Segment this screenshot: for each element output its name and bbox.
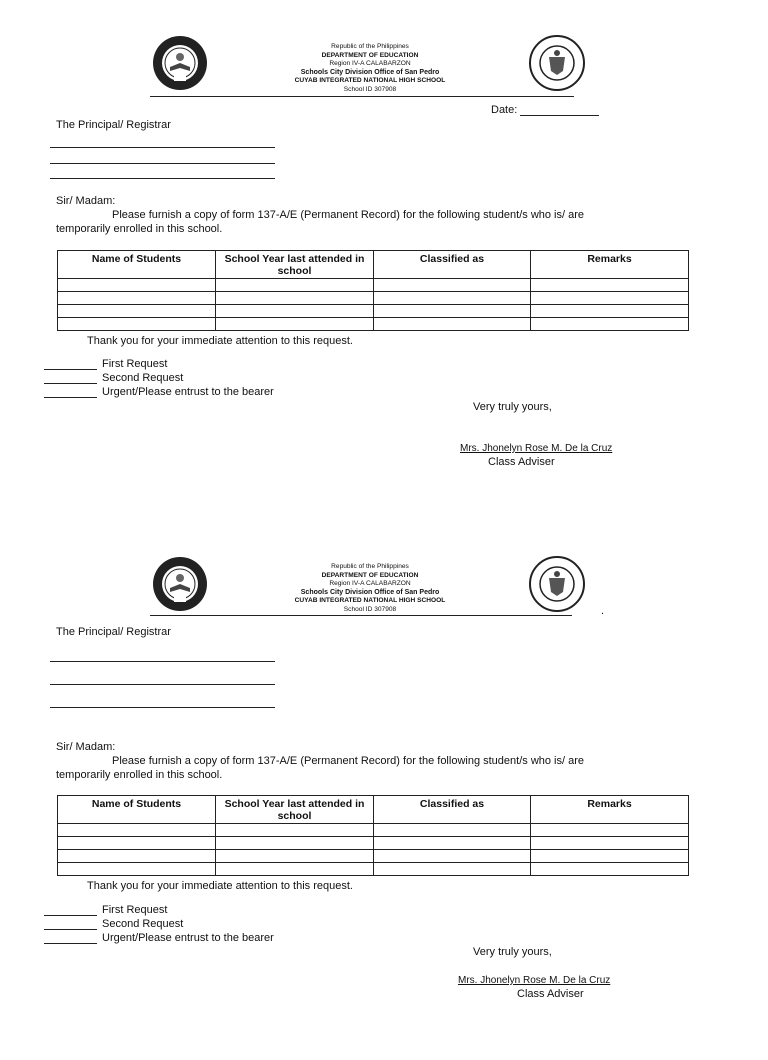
table-cell[interactable] <box>531 279 689 292</box>
letterhead <box>250 563 490 615</box>
table-cell[interactable] <box>58 850 216 863</box>
col-school-year: School Year last attended in school <box>216 251 374 279</box>
table-cell[interactable] <box>374 305 531 318</box>
table-cell[interactable] <box>58 318 216 331</box>
table-cell[interactable] <box>216 318 374 331</box>
table-cell[interactable] <box>531 292 689 305</box>
header-region: Region IV-A CALABARZON <box>329 580 411 588</box>
table-cell[interactable] <box>531 850 689 863</box>
table-cell[interactable] <box>374 318 531 331</box>
header-department: DEPARTMENT OF EDUCATION <box>321 571 419 579</box>
table-cell[interactable] <box>216 305 374 318</box>
request-form-1 <box>0 0 768 512</box>
addressee: The Principal/ Registrar <box>56 119 171 131</box>
request-first <box>44 358 167 370</box>
urgent-request-checkline[interactable] <box>44 933 97 944</box>
col-classified-as: Classified as <box>374 796 531 824</box>
header-rule <box>150 96 574 97</box>
header-rule <box>150 615 572 616</box>
header-department: DEPARTMENT OF EDUCATION <box>321 51 419 59</box>
body-line-2: temporarily enrolled in this school. <box>56 223 223 235</box>
address-line-1[interactable] <box>50 661 275 662</box>
address-line-2[interactable] <box>50 163 275 164</box>
first-request-checkline[interactable] <box>44 905 97 916</box>
table-row <box>58 837 689 850</box>
header-school-id: School ID 307908 <box>343 605 397 613</box>
thanks-line: Thank you for your immediate attention to this request. <box>87 880 353 892</box>
first-request-label: First Request <box>102 904 168 916</box>
col-classified-as: Classified as <box>374 251 531 279</box>
header-school: CUYAB INTEGRATED NATIONAL HIGH SCHOOL <box>294 77 446 85</box>
body-line-2: temporarily enrolled in this school. <box>56 769 223 781</box>
col-name-of-students: Name of Students <box>58 251 216 279</box>
table-cell[interactable] <box>216 863 374 876</box>
col-school-year: School Year last attended in school <box>216 796 374 824</box>
signatory-title: Class Adviser <box>517 988 584 1000</box>
body-line-1: Please furnish a copy of form 137-A/E (Permanent Record) for the following student/s who is/ are <box>112 209 585 221</box>
table-cell[interactable] <box>58 863 216 876</box>
table-cell[interactable] <box>374 863 531 876</box>
urgent-request-label: Urgent/Please entrust to the bearer <box>102 386 274 398</box>
table-cell[interactable] <box>216 292 374 305</box>
body-line-1: Please furnish a copy of form 137-A/E (Permanent Record) for the following student/s who is/ are <box>112 755 585 767</box>
col-remarks: Remarks <box>531 796 689 824</box>
header-school: CUYAB INTEGRATED NATIONAL HIGH SCHOOL <box>294 597 446 605</box>
table-row <box>58 292 689 305</box>
signatory-title: Class Adviser <box>488 456 555 468</box>
request-form-2 <box>0 548 768 1060</box>
table-cell[interactable] <box>58 279 216 292</box>
table-cell[interactable] <box>58 305 216 318</box>
header-region: Region IV-A CALABARZON <box>329 60 411 68</box>
second-request-checkline[interactable] <box>44 919 97 930</box>
table-cell[interactable] <box>58 824 216 837</box>
school-seal-logo <box>152 556 208 612</box>
request-urgent <box>44 386 274 398</box>
request-second <box>44 372 183 384</box>
deped-seal-logo <box>529 35 585 91</box>
table-row <box>58 824 689 837</box>
table-cell[interactable] <box>374 824 531 837</box>
signatory-name: Mrs. Jhonelyn Rose M. De la Cruz <box>460 443 613 454</box>
addressee: The Principal/ Registrar <box>56 626 171 638</box>
deped-seal-logo <box>529 556 585 612</box>
address-line-3[interactable] <box>50 178 275 179</box>
second-request-checkline[interactable] <box>44 373 97 384</box>
table-cell[interactable] <box>531 305 689 318</box>
urgent-request-label: Urgent/Please entrust to the bearer <box>102 932 274 944</box>
table-header-row <box>58 251 689 279</box>
school-seal-logo <box>152 35 208 91</box>
table-cell[interactable] <box>216 850 374 863</box>
table-cell[interactable] <box>531 837 689 850</box>
thanks-line: Thank you for your immediate attention to this request. <box>87 335 353 347</box>
table-cell[interactable] <box>58 837 216 850</box>
request-second <box>44 918 183 930</box>
table-cell[interactable] <box>216 837 374 850</box>
table-cell[interactable] <box>58 292 216 305</box>
table-header-row <box>58 796 689 824</box>
table-row <box>58 318 689 331</box>
table-row <box>58 863 689 876</box>
table-row <box>58 850 689 863</box>
table-row <box>58 305 689 318</box>
closing: Very truly yours, <box>473 946 552 958</box>
address-line-1[interactable] <box>50 147 275 148</box>
request-urgent <box>44 932 274 944</box>
date-label: Date: <box>491 104 518 116</box>
date-field <box>491 104 599 116</box>
table-cell[interactable] <box>374 292 531 305</box>
signatory-name: Mrs. Jhonelyn Rose M. De la Cruz <box>458 975 611 986</box>
header-division: Schools City Division Office of San Pedro <box>300 68 440 76</box>
date-input-line[interactable] <box>520 105 599 116</box>
table-cell[interactable] <box>374 279 531 292</box>
salutation: Sir/ Madam: <box>56 195 116 207</box>
col-remarks: Remarks <box>531 251 689 279</box>
header-division: Schools City Division Office of San Pedro <box>300 588 440 596</box>
date-period: . <box>601 605 605 617</box>
closing: Very truly yours, <box>473 401 552 413</box>
table-cell[interactable] <box>216 279 374 292</box>
salutation: Sir/ Madam: <box>56 741 116 753</box>
letterhead <box>250 43 490 95</box>
header-country: Republic of the Philippines <box>331 43 409 50</box>
table-cell[interactable] <box>531 863 689 876</box>
table-row <box>58 279 689 292</box>
table-cell[interactable] <box>531 824 689 837</box>
table-cell[interactable] <box>531 318 689 331</box>
table-cell[interactable] <box>216 824 374 837</box>
second-request-label: Second Request <box>102 918 184 930</box>
address-line-2[interactable] <box>50 684 275 685</box>
urgent-request-checkline[interactable] <box>44 387 97 398</box>
second-request-label: Second Request <box>102 372 184 384</box>
address-line-3[interactable] <box>50 707 275 708</box>
header-country: Republic of the Philippines <box>331 563 409 570</box>
col-name-of-students: Name of Students <box>58 796 216 824</box>
first-request-checkline[interactable] <box>44 359 97 370</box>
table-cell[interactable] <box>374 837 531 850</box>
students-table <box>57 250 689 331</box>
header-school-id: School ID 307908 <box>343 85 397 93</box>
students-table <box>57 795 689 876</box>
request-first <box>44 904 167 916</box>
first-request-label: First Request <box>102 358 168 370</box>
table-cell[interactable] <box>374 850 531 863</box>
